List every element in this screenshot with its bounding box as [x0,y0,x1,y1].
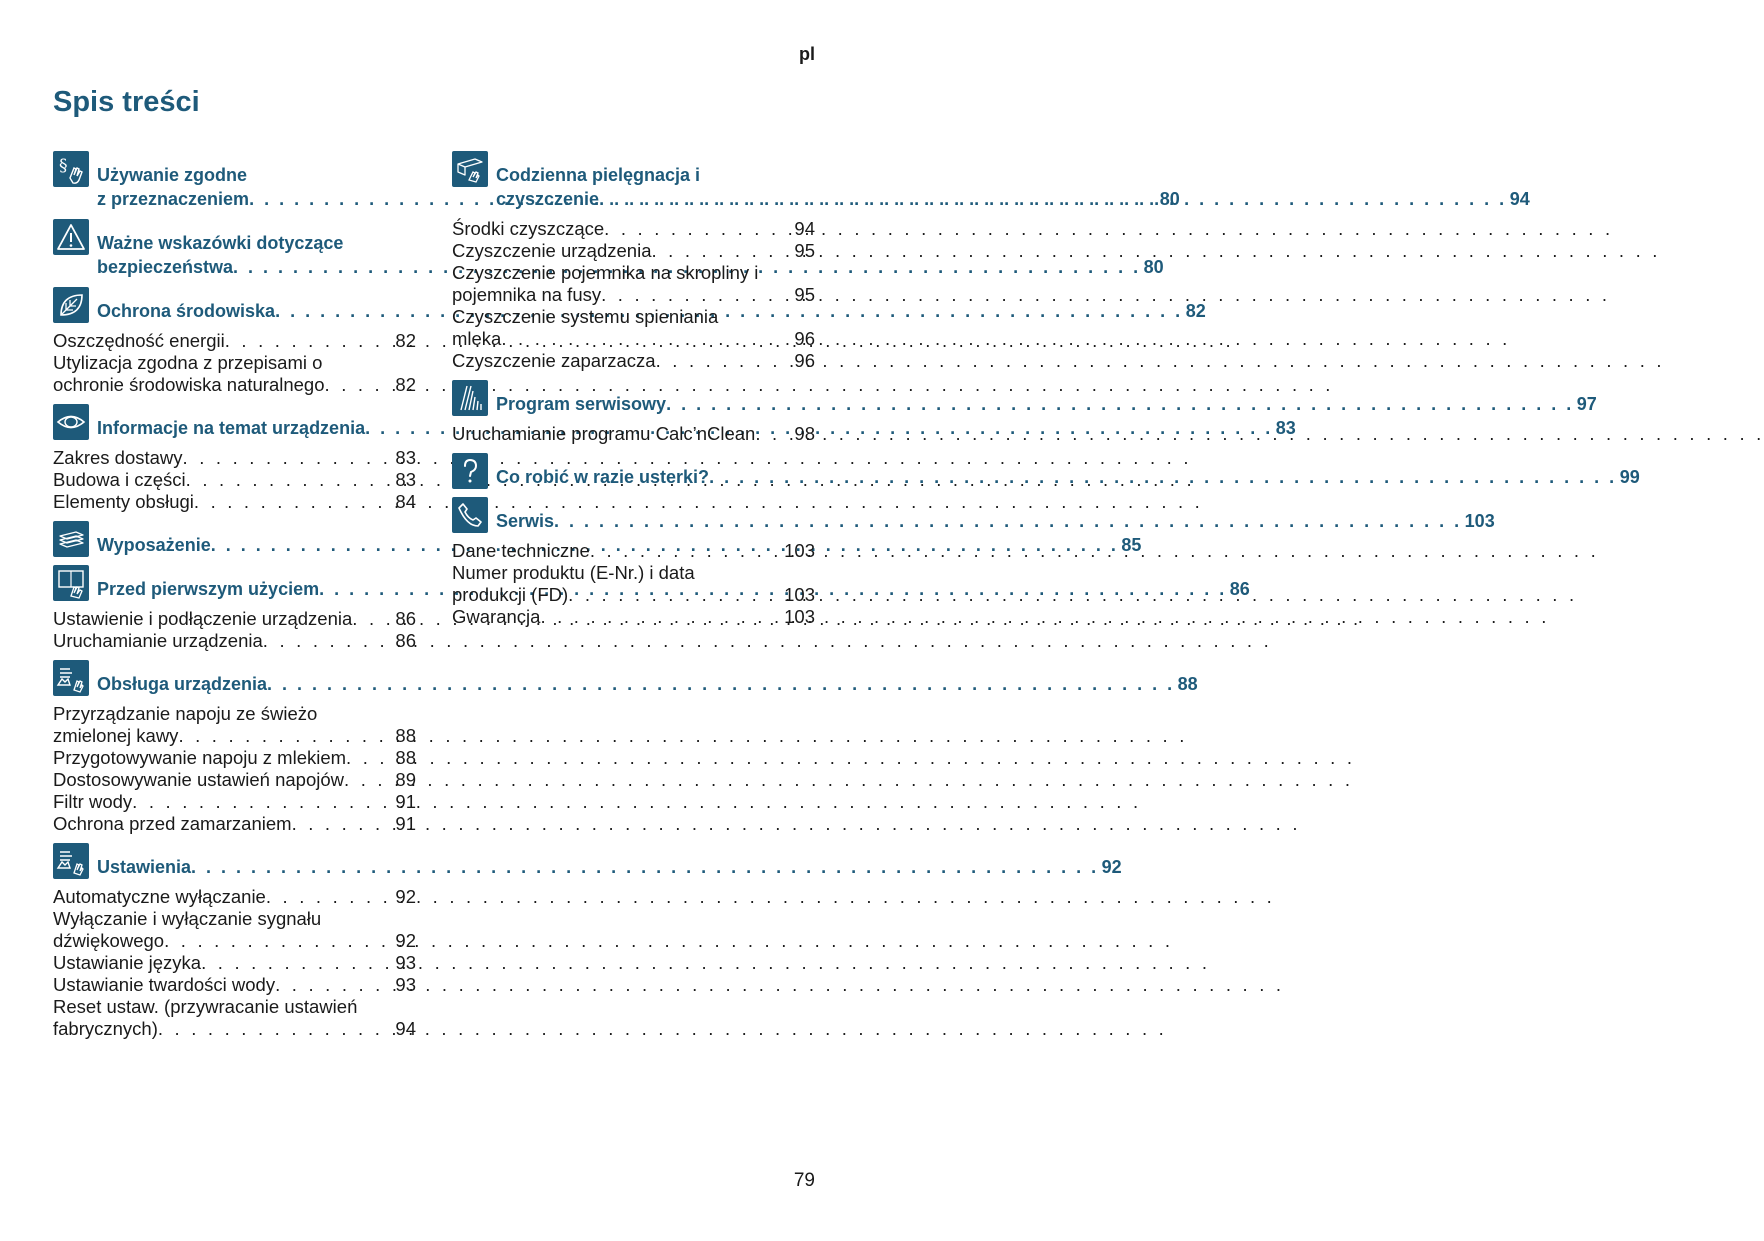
section-title-text: Ważne wskazówki dotyczące [97,233,344,253]
toc-entry-text: Uruchamianie programu Calc’nClean [452,423,756,444]
toc-entry-line [452,306,815,328]
toc-entry[interactable] [53,747,416,769]
toc-entry-line [452,218,815,240]
leader-dots [540,606,781,628]
toc-entry[interactable] [452,218,815,240]
section-title-text: Informacje na temat urządzenia [97,418,366,438]
section-page-number: 86 [1229,579,1250,599]
toc-entry-text: Automatyczne wyłączanie [53,886,266,907]
toc-entries [452,423,815,445]
toc-entry[interactable] [53,352,416,396]
toc-entry[interactable] [53,996,416,1040]
section-heading[interactable] [53,660,1198,696]
toc-entry-page-number: 84 [395,491,416,512]
leader-dots [194,491,393,513]
section-title-line [496,465,1640,489]
toc-entry[interactable] [452,606,815,628]
toc-entry-line [53,447,416,469]
toc-entry-page-number: 96 [794,350,815,371]
toc-entry-line [452,240,815,262]
first-use-hand-icon [53,565,89,601]
toc-entry-text: produkcji (FD) [452,584,569,605]
toc-entry-page-number: 82 [395,330,416,351]
toc-entry-page-number: 88 [395,747,416,768]
toc-entry-text: Czyszczenie zaparzacza [452,350,656,371]
toc-entry-page-number: 98 [794,423,815,444]
toc-entry-page-number: 95 [794,240,815,261]
section-title [97,660,1198,696]
toc-entry-line [53,608,416,630]
toc-entry[interactable] [53,330,416,352]
toc-entry-line [53,374,416,396]
section-page-number: 80 [1159,189,1180,209]
section-title-line [97,672,1198,696]
toc-entry[interactable] [452,262,815,306]
toc-entry-text: Czyszczenie systemu spieniania [452,306,719,327]
toc-entry-text: Wyłączanie i wyłączanie sygnału [53,908,322,929]
section-title-text: Ochrona środowiska [97,301,276,321]
section-title-line [496,187,1530,211]
section-title-line [97,855,1122,879]
section-title-line [496,163,1530,187]
leader-dots [266,886,393,908]
toc-entry[interactable] [53,952,416,974]
toc-entry[interactable] [53,791,416,813]
toc-entry-text: Dostosowywanie ustawień napojów [53,769,345,790]
leader-dots [604,218,791,240]
toc-entry-line [452,284,815,306]
toc-entry-text: Środki czyszczące [452,218,605,239]
leader-dots [656,350,792,372]
phone-icon [452,497,488,533]
section-title [496,497,1495,533]
toc-entry-text: Zakres dostawy [53,447,183,468]
toc-entry-text: fabrycznych) [53,1018,158,1039]
toc-entries [53,330,416,396]
section-title-text: Ustawienia [97,857,192,877]
settings-hand-icon [53,843,89,879]
toc-entry-text: Oszczędność energii [53,330,225,351]
toc-entry-line [452,562,815,584]
toc-entry-text: dźwiękowego [53,930,165,951]
section-title-text: z przeznaczeniem [97,189,250,209]
leader-dots [275,974,392,996]
toc-entry-text: Przyrządzanie napoju ze świeżo [53,703,318,724]
toc-entry-line [53,630,416,652]
leader-dots [158,1018,393,1040]
leader-dots [501,328,791,350]
section-title [496,151,1530,211]
leader-dots [183,447,393,469]
toc-entry-line [452,350,815,372]
leader-dots [601,284,791,306]
leader-dots [599,187,1507,211]
toc-entry-text: Przygotowywanie napoju z mlekiem [53,747,347,768]
toc-entry-line [53,908,416,930]
section-title-text: Codzienna pielęgnacja i [496,165,701,185]
toc-entry[interactable] [53,886,416,908]
section-page-number: 92 [1101,857,1122,877]
toc-entry[interactable] [53,769,416,791]
toc-entry-text: Utylizacja zgodna z przepisami o [53,352,323,373]
toc-entry-page-number: 88 [395,725,416,746]
toc-entry-line [53,952,416,974]
section-title-text: Co robić w razie usterki? [496,467,710,487]
toc-entry[interactable] [53,974,416,996]
section-heading[interactable] [452,497,1495,533]
leader-dots [263,630,393,652]
toc-entry-text: Budowa i części [53,469,186,490]
page-title: Spis treści [53,86,200,118]
toc-entry-page-number: 82 [395,374,416,395]
toc-entry-line [53,886,416,908]
toc-entries [53,886,416,1040]
leader-dots [178,725,392,747]
section-title-text: Obsługa urządzenia [97,674,268,694]
toc-entry-line [53,330,416,352]
toc-entry[interactable] [53,491,416,513]
leader-dots [267,672,1175,696]
toc-entry-line [452,262,815,284]
section-page-number: 80 [1143,257,1164,277]
toc-entry-line [452,423,815,445]
leader-dots [292,813,393,835]
toc-entry-text: mleka [452,328,502,349]
toc-entry-line [53,791,416,813]
toc-entry-line [53,813,416,835]
toc-entry-line [452,328,815,350]
leaf-icon [53,287,89,323]
section-title-text: czyszczenie [496,189,600,209]
toc-entry[interactable] [53,469,416,491]
toc-entries [53,608,416,652]
toc-entry-text: Ochrona przed zamarzaniem [53,813,292,834]
section-page-number: 99 [1619,467,1640,487]
section-title-line [496,509,1495,533]
leader-dots [132,791,392,813]
toc-entry[interactable] [452,562,815,606]
toc-section [452,453,1640,489]
toc-entry[interactable] [53,813,416,835]
toc-entry[interactable] [452,423,815,445]
toc-entry[interactable] [452,240,815,262]
toc-entries [452,540,815,628]
toc-entry[interactable] [53,630,416,652]
leader-dots [554,509,1462,533]
toc-entry-text: Gwarancja [452,606,541,627]
toc-entry-text: Reset ustaw. (przywracanie ustawień [53,996,358,1017]
toc-entries [53,703,416,835]
toc-entry-page-number: 94 [395,1018,416,1039]
toc-entry-page-number: 92 [395,930,416,951]
toc-entry[interactable] [452,306,815,350]
toc-entry-text: Ustawianie twardości wody [53,974,276,995]
page-number: 79 [793,1170,815,1191]
warning-triangle-icon [53,219,89,255]
toc-entry-text: Ustawienie i podłączenie urządzenia [53,608,353,629]
toc-entry-page-number: 91 [395,813,416,834]
section-title-text: Program serwisowy [496,394,667,414]
toc-entry-text: Filtr wody [53,791,133,812]
question-icon [452,453,488,489]
toc-entry-line [53,725,416,747]
toc-entry-text: Czyszczenie urządzenia [452,240,652,261]
toc-entry-line [53,747,416,769]
toc-entry-page-number: 83 [395,469,416,490]
toc-entry-page-number: 94 [794,218,815,239]
leader-dots [186,469,393,491]
section-page-number: 88 [1177,674,1198,694]
leader-dots [568,584,781,606]
section-page-number: 94 [1509,189,1530,209]
section-title [496,453,1640,489]
leader-dots [346,747,392,769]
toc-entry-line [53,1018,416,1040]
toc-entry-text: Uruchamianie urządzenia [53,630,263,651]
toc-entry-text: Ustawianie języka [53,952,202,973]
leader-dots [164,930,392,952]
toc-entry-text: zmielonej kawy [53,725,179,746]
toc-entry-line [452,606,815,628]
section-page-number: 97 [1576,394,1597,414]
section-page-number: 82 [1185,301,1206,321]
toc-entry[interactable] [452,350,815,372]
toc-entry-page-number: 103 [784,540,815,561]
toc-entry-text: pojemnika na fusy [452,284,602,305]
leader-dots [225,330,393,352]
section-title-line [496,392,1597,416]
section-title-text: Przed pierwszym użyciem [97,579,320,599]
toc-entry[interactable] [452,540,815,562]
toc-entry-page-number: 92 [395,886,416,907]
toc-entry-line [452,540,815,562]
toc-entry[interactable] [53,608,416,630]
toc-entry-line [53,930,416,952]
toc-entry-text: ochronie środowiska naturalnego [53,374,325,395]
toc-entry-line [452,584,815,606]
toc-entry-page-number: 93 [395,952,416,973]
section-heading[interactable] [53,843,1122,879]
section-title-text: bezpieczeństwa [97,257,234,277]
toc-entry-line [53,769,416,791]
stack-icon [53,521,89,557]
leader-dots [666,392,1574,416]
toc-entry-page-number: 103 [784,584,815,605]
eye-icon [53,404,89,440]
leader-dots [201,952,392,974]
toc-entry-line [53,703,416,725]
cleaning-hand-icon [452,151,488,187]
toc-entry-page-number: 91 [395,791,416,812]
operation-hand-icon [53,660,89,696]
leader-dots [325,374,393,396]
toc-entry-text: Czyszczenie pojemnika na skropliny i [452,262,759,283]
section-heading[interactable] [452,380,1597,416]
toc-section [53,843,1122,1040]
toc-entries [53,447,416,513]
toc-entry-page-number: 103 [784,606,815,627]
paragraph-hand-icon [53,151,89,187]
language-code: pl [799,44,815,64]
section-page-number: 103 [1464,511,1495,531]
toc-entry-line [53,996,416,1018]
leader-dots [344,769,392,791]
toc-entries [452,218,815,372]
toc-entry-page-number: 89 [395,769,416,790]
leader-dots [709,465,1617,489]
section-page-number: 83 [1275,418,1296,438]
toc-entry[interactable] [53,703,416,747]
section-title-text: Serwis [496,511,555,531]
toc-entry-page-number: 86 [395,608,416,629]
toc-entry[interactable] [53,447,416,469]
toc-entry-page-number: 93 [395,974,416,995]
section-page-number: 85 [1121,535,1142,555]
toc-entry-text: Dane techniczne [452,540,590,561]
toc-entry-line [53,469,416,491]
leader-dots [755,423,791,445]
toc-entry-text: Elementy obsługi [53,491,194,512]
toc-entry-page-number: 86 [395,630,416,651]
leader-dots [651,240,791,262]
toc-entry-line [53,491,416,513]
toc-entry-line [53,352,416,374]
toc-entry-page-number: 95 [794,284,815,305]
section-heading[interactable] [452,453,1640,489]
toc-entry[interactable] [53,908,416,952]
service-program-icon [452,380,488,416]
leader-dots [352,608,392,630]
toc-section [53,660,1198,835]
leader-dots [590,540,781,562]
toc-entry-page-number: 83 [395,447,416,468]
toc-entry-line [53,974,416,996]
svg-text:§: § [59,156,68,176]
section-title-text: Wyposażenie [97,535,211,555]
toc-entry-page-number: 96 [794,328,815,349]
section-title [496,380,1597,416]
toc-entry-text: Numer produktu (E-Nr.) i data [452,562,695,583]
section-title-text: Używanie zgodne [97,165,248,185]
leader-dots [191,855,1099,879]
section-title [97,843,1122,879]
